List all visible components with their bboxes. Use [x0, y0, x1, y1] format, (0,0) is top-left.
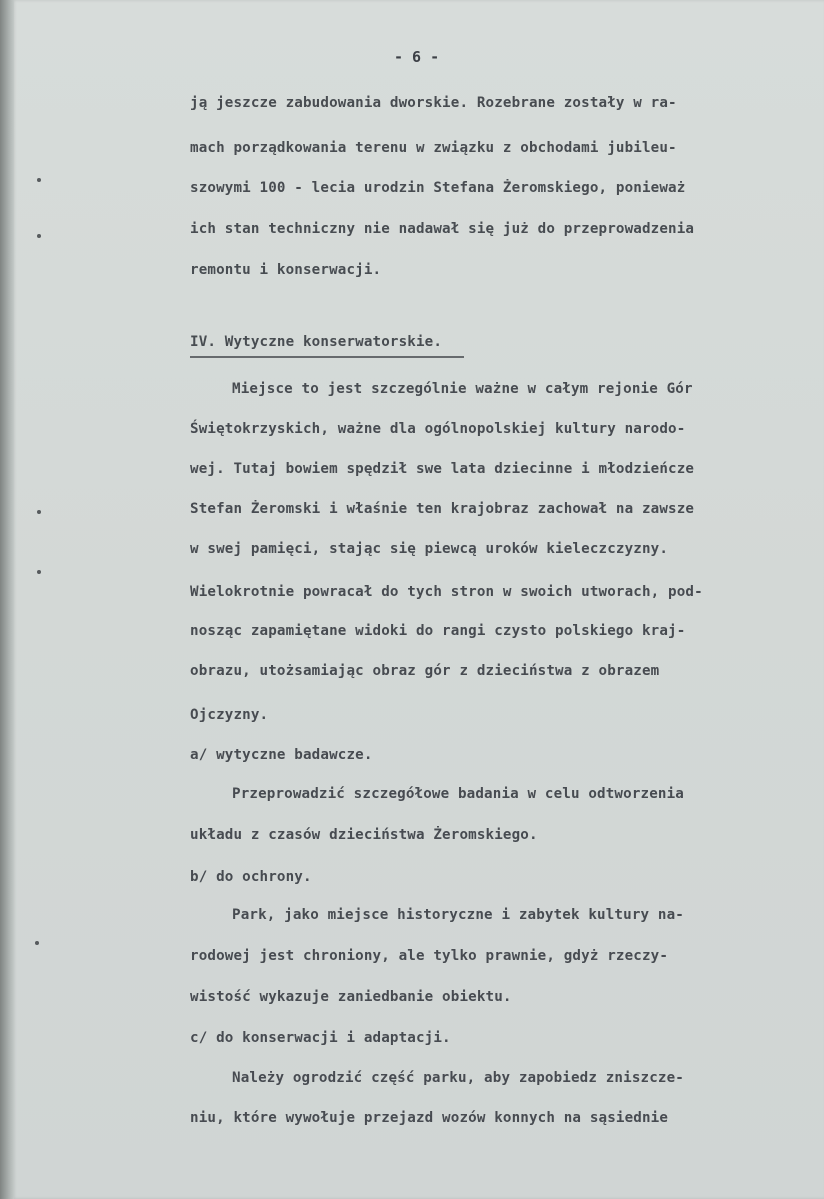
text-line: Świętokrzyskich, ważne dla ogólnopolskiej kultury narodo- — [190, 421, 686, 437]
text-line: ją jeszcze zabudowania dworskie. Rozebrane zostały w ra- — [190, 95, 677, 111]
margin-mark — [35, 941, 39, 945]
section-heading: IV. Wytyczne konserwatorskie. — [190, 334, 443, 350]
text-line: mach porządkowania terenu w związku z obchodami jubileu- — [190, 140, 677, 156]
subheading: a/ wytyczne badawcze. — [190, 747, 373, 763]
text-line: Stefan Żeromski i właśnie ten krajobraz zachował na zawsze — [190, 501, 695, 517]
text-line: obrazu, utożsamiając obraz gór z dzieciństwa z obrazem — [190, 663, 660, 679]
text-line: szowymi 100 - lecia urodzin Stefana Żeromskiego, ponieważ — [190, 180, 686, 196]
subheading: c/ do konserwacji i adaptacji. — [190, 1030, 451, 1046]
text-line: Wielokrotnie powracał do tych stron w swoich utworach, pod- — [190, 584, 703, 600]
text-line: w swej pamięci, stając się piewcą uroków kieleczczyzny. — [190, 541, 669, 557]
text-line: wej. Tutaj bowiem spędził swe lata dziecinne i młodzieńcze — [190, 461, 695, 477]
text-line: remontu i konserwacji. — [190, 262, 382, 278]
text-line: Należy ogrodzić część parku, aby zapobiedz zniszcze- — [232, 1070, 684, 1086]
scan-left-edge — [0, 0, 14, 1199]
margin-mark — [37, 178, 41, 182]
text-line: Park, jako miejsce historyczne i zabytek kultury na- — [232, 907, 684, 923]
subheading: b/ do ochrony. — [190, 869, 312, 885]
heading-underline — [190, 356, 464, 358]
margin-mark — [37, 510, 41, 514]
text-line: Przeprowadzić szczegółowe badania w celu odtworzenia — [232, 786, 684, 802]
text-line: nosząc zapamiętane widoki do rangi czysto polskiego kraj- — [190, 623, 686, 639]
text-line: Ojczyzny. — [190, 707, 269, 723]
page-number: - 6 - — [394, 48, 440, 66]
margin-mark — [37, 570, 41, 574]
text-line: rodowej jest chroniony, ale tylko prawnie, gdyż rzeczy- — [190, 948, 669, 964]
margin-mark — [37, 234, 41, 238]
text-line: Miejsce to jest szczególnie ważne w całym rejonie Gór — [232, 381, 693, 397]
text-line: wistość wykazuje zaniedbanie obiektu. — [190, 989, 512, 1005]
text-line: układu z czasów dzieciństwa Żeromskiego. — [190, 827, 538, 843]
text-line: niu, które wywołuje przejazd wozów konnych na sąsiednie — [190, 1110, 669, 1126]
text-line: ich stan techniczny nie nadawał się już do przeprowadzenia — [190, 221, 695, 237]
